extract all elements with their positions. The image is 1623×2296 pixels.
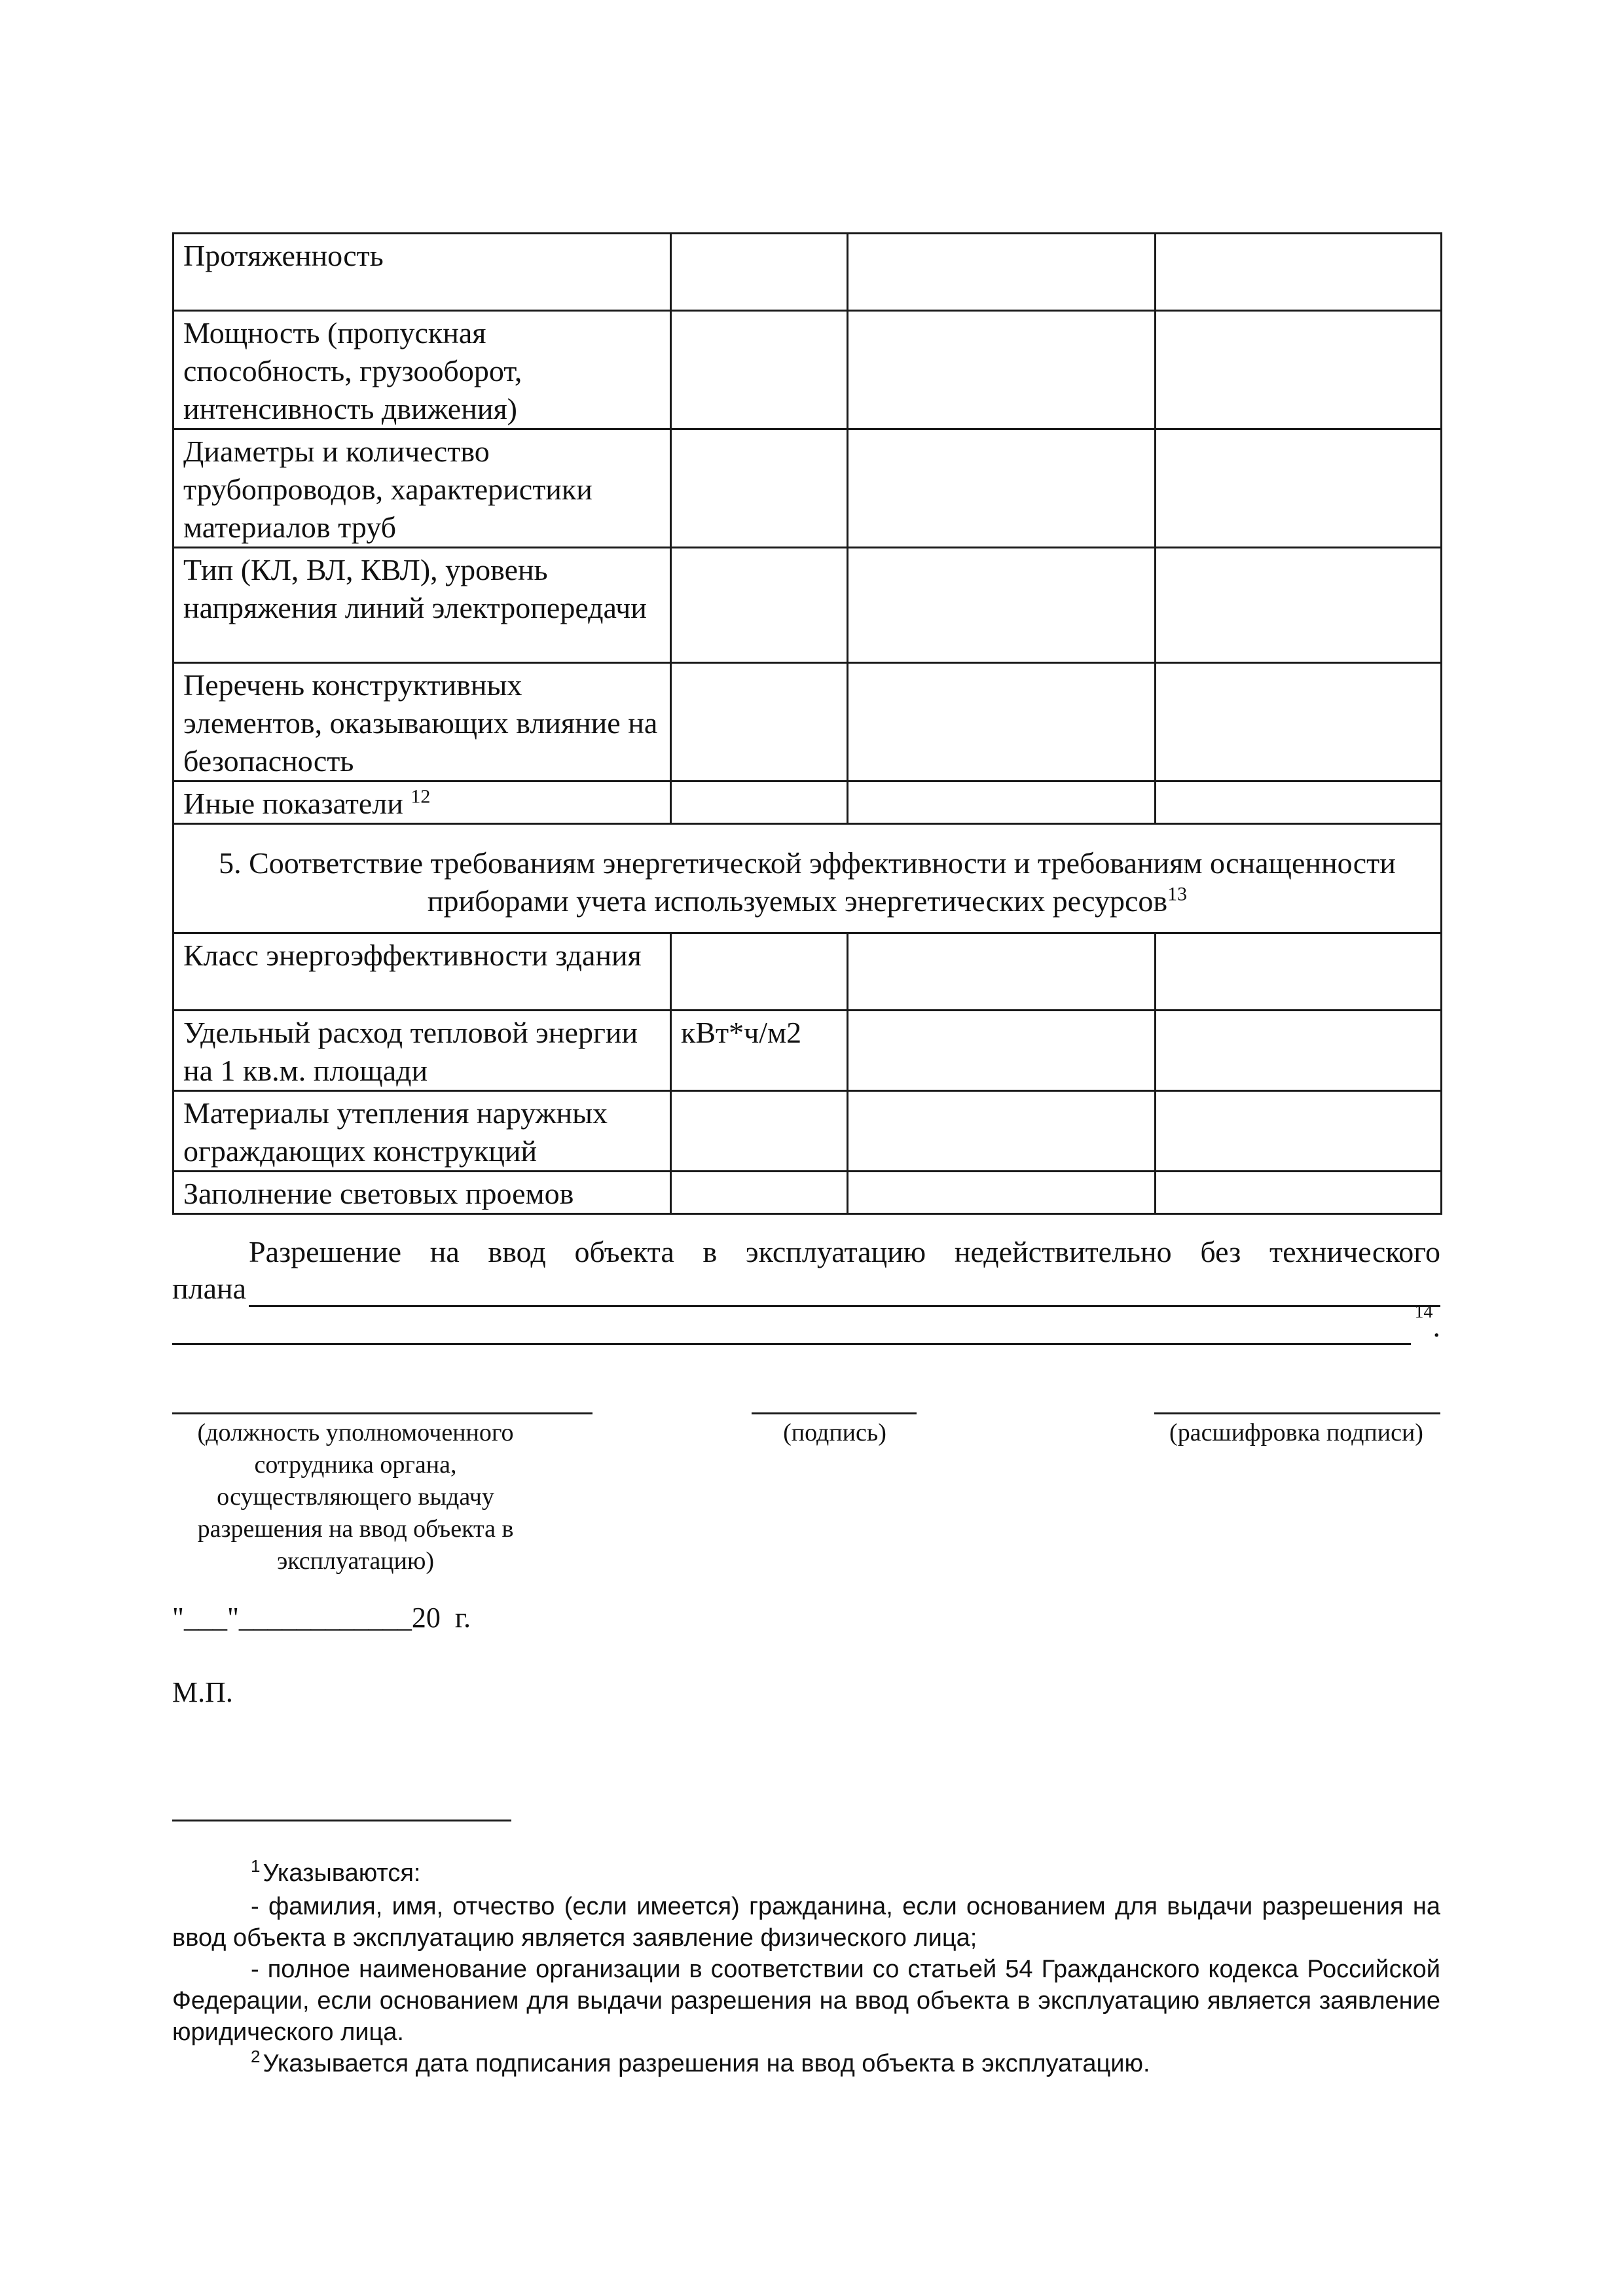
statement-word: ввод — [488, 1235, 546, 1268]
table-cell — [671, 781, 848, 824]
statement-word: объекта — [574, 1235, 674, 1268]
table-cell — [671, 1091, 848, 1172]
table-cell — [1156, 663, 1442, 781]
table-cell — [671, 311, 848, 429]
footnote-1-item: - фамилия, имя, отчество (если имеется) гражданина, если основанием для выдачи разрешения на ввод объекта в эксплуатацию является заявление физического лица; — [172, 1893, 1440, 1952]
statement-word: без — [1200, 1235, 1241, 1268]
row-label: Мощность (пропускная способность, грузооборот, интенсивность движения) — [173, 311, 671, 429]
fill-in-line[interactable] — [249, 1275, 1440, 1307]
row-label-text: Иные показатели — [183, 787, 403, 820]
row-label: Класс энергоэффективности здания — [173, 933, 671, 1011]
date-line[interactable]: "___"____________20 г. — [172, 1602, 471, 1634]
footnote-1-item: - полное наименование организации в соответствии со статьей 54 Гражданского кодекса Российской Федерации, если основанием для выдачи разрешения на ввод объекта в эксплуатацию является заявление юридического лица. — [172, 1956, 1440, 2046]
table-cell — [1156, 1011, 1442, 1091]
table-cell — [848, 429, 1156, 548]
table-cell — [671, 933, 848, 1011]
fill-in-line[interactable] — [172, 1313, 1411, 1345]
row-label: Заполнение световых проемов — [173, 1172, 671, 1214]
decoding-caption: (расшифровка подписи) — [1169, 1419, 1423, 1446]
statement-line — [172, 1302, 1440, 1345]
table-cell — [1156, 933, 1442, 1011]
table-cell — [1156, 429, 1442, 548]
footnote-ref: 13 — [1167, 883, 1188, 905]
table-cell — [848, 1172, 1156, 1214]
table-cell — [848, 933, 1156, 1011]
row-label: Диаметры и количество трубопроводов, характеристики материалов труб — [173, 429, 671, 548]
table-cell — [671, 234, 848, 311]
statement-line — [172, 1270, 1440, 1307]
table-row — [173, 663, 1442, 781]
table-cell — [671, 429, 848, 548]
table-cell — [1156, 781, 1442, 824]
footnote-1-title — [172, 1857, 1440, 1891]
technical-plan-statement — [172, 1234, 1440, 1345]
footnote-ref: 12 — [410, 785, 431, 808]
section-5-title — [173, 824, 1442, 933]
table-cell — [671, 663, 848, 781]
section-header-row — [173, 824, 1442, 933]
footnote-2 — [172, 2048, 1440, 2081]
decoding-signature-line[interactable] — [1154, 1412, 1440, 1414]
table-row — [173, 933, 1442, 1011]
signature-line[interactable] — [752, 1412, 917, 1414]
row-label: Удельный расход тепловой энергии на 1 кв.м. площади — [173, 1011, 671, 1091]
statement-word: эксплуатацию — [745, 1235, 926, 1268]
table-cell — [848, 1011, 1156, 1091]
table-cell — [848, 781, 1156, 824]
table-cell — [848, 1091, 1156, 1172]
table-row — [173, 311, 1442, 429]
statement-line — [172, 1234, 1440, 1270]
end-punctuation: . — [1432, 1310, 1440, 1343]
table-cell — [848, 663, 1156, 781]
footnote-separator — [172, 1820, 511, 1821]
table-cell — [1156, 548, 1442, 663]
table-cell — [671, 1172, 848, 1214]
stamp-place: М.П. — [172, 1676, 233, 1708]
table-row — [173, 1011, 1442, 1091]
table-row — [173, 1091, 1442, 1172]
table-cell — [848, 311, 1156, 429]
table-row — [173, 429, 1442, 548]
footnote-mark: 2 — [251, 2047, 261, 2066]
table-row — [173, 781, 1442, 824]
statement-word: недействительно — [954, 1235, 1172, 1268]
row-label — [173, 781, 671, 824]
table-cell — [1156, 311, 1442, 429]
table-row — [173, 548, 1442, 663]
table-cell — [848, 548, 1156, 663]
statement-word: на — [429, 1235, 460, 1268]
row-label: Тип (КЛ, ВЛ, КВЛ), уровень напряжения линий электропередачи — [173, 548, 671, 663]
table-cell — [1156, 1172, 1442, 1214]
table-cell — [1156, 1091, 1442, 1172]
statement-word: в — [702, 1235, 718, 1268]
table-cell — [1156, 234, 1442, 311]
characteristics-table — [172, 232, 1442, 1215]
table-row — [173, 234, 1442, 311]
footnote-ref: 14 — [1414, 1302, 1433, 1322]
table-cell — [848, 234, 1156, 311]
footnote-text: Указывается дата подписания разрешения на ввод объекта в эксплуатацию. — [263, 2050, 1150, 2077]
footnote-text: Указываются: — [263, 1859, 421, 1887]
table-row — [173, 1172, 1442, 1214]
signature-caption: (подпись) — [783, 1419, 886, 1446]
statement-word: технического — [1269, 1235, 1440, 1268]
position-signature-line[interactable] — [172, 1412, 593, 1414]
row-label: Материалы утепления наружных ограждающих конструкций — [173, 1091, 671, 1172]
footnote-mark: 1 — [251, 1856, 261, 1876]
table-cell — [671, 548, 848, 663]
section-title-text: 5. Соответствие требованиям энергетической эффективности и требованиям оснащенности приборами учета используемых энергетических ресурсов — [219, 846, 1396, 918]
row-label: Протяженность — [173, 234, 671, 311]
plan-word: плана — [172, 1272, 247, 1305]
unit-cell: кВт*ч/м2 — [671, 1011, 848, 1091]
statement-word: Разрешение — [249, 1235, 402, 1268]
row-label: Перечень конструктивных элементов, оказывающих влияние на безопасность — [173, 663, 671, 781]
position-caption: (должность уполномоченного сотрудника органа, осуществляющего выдачу разрешения на ввод объекта в эксплуатацию) — [197, 1419, 514, 1575]
footnotes — [172, 1857, 1440, 2081]
